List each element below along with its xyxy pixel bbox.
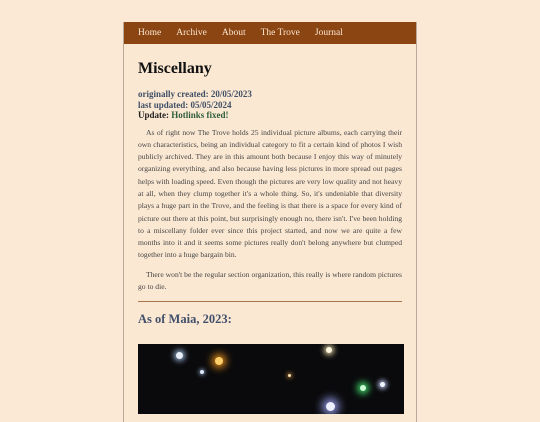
intro-paragraph: As of right now The Trove holds 25 individual picture albums, each carrying their own characteristics, being an individual category to fit a certain kind of photos I wish publicly archived. They are in this amount both because I enjoy this way of minutely organizing everything, and also because having less pictures in more spread out pages helps with loading speed. Even though the pictures are very low quality and not heavy at all, when they clump together it's a whole thing. So, it's undeniable that diversity plays a huge part in the Trove, and the feeling is that there is a space for every kind of picture out there at this point, but surprisingly enough no, there isn't. I've been holding to a miscellany folder ever since this project started, and now we are quite a few months into it and it seems some pictures really don't belong anywhere but clumped together into a huge bargain bin. [138,127,402,260]
light-spot [215,357,223,365]
created-date: originally created: 20/05/2023 [138,89,252,99]
light-spot [176,352,183,359]
update-label: Update: [138,110,169,120]
nav-about-link[interactable]: About [221,28,246,38]
nav-home-link[interactable]: Home [138,28,162,38]
updated-date: last updated: 05/05/2024 [138,99,232,110]
light-spot [288,374,291,377]
nav-journal-link[interactable]: Journal [314,28,343,38]
hotlinks-fixed-link[interactable]: Hotlinks fixed! [171,110,229,120]
light-spot [200,370,204,374]
top-navigation [124,22,416,44]
page-title: Miscellany [138,60,212,77]
bin-paragraph: There won't be the regular section organization, this really is where random pictures go to die. [138,269,402,292]
page-meta [138,89,402,121]
section-heading: As of Maia, 2023: [138,312,232,327]
section-divider [138,301,402,302]
nav-the-trove-link[interactable]: The Trove [260,28,300,38]
light-spot [326,402,335,411]
light-spot [380,382,385,387]
main-content [124,60,416,414]
night-lights-photo[interactable] [138,344,404,414]
light-spot [360,385,366,391]
light-spot [326,347,332,353]
update-note [138,110,402,121]
page-container [123,22,417,422]
nav-archive-link[interactable]: Archive [176,28,207,38]
